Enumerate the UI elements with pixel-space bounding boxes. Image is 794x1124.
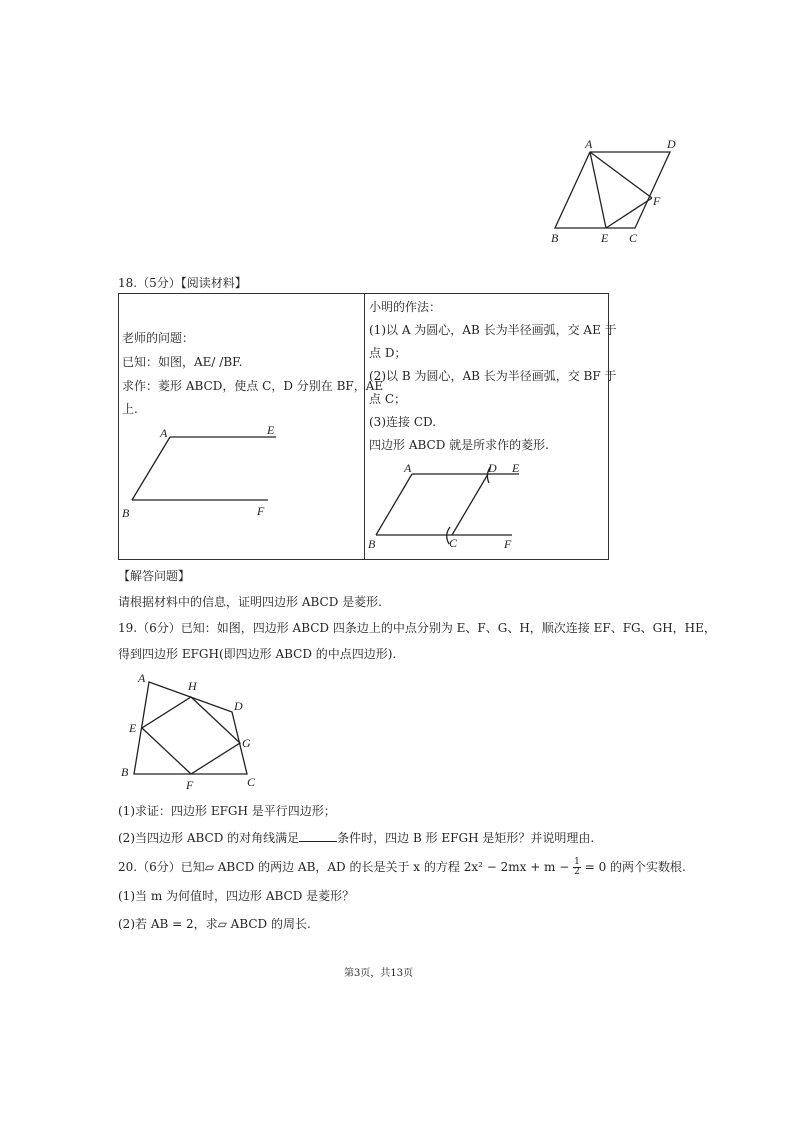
xiaoming-conclusion: 四边形 ABCD 就是所求作的菱形. [369,438,549,452]
q19-part2-lead: (2)当四边形 ABCD 的对角线满足 [118,831,300,845]
q18-header: 18.（5分）【阅读材料】 [118,276,247,290]
quadrilateral-abcd [134,682,247,774]
label-e: E [512,461,520,475]
label-b: B [551,231,559,245]
q19-part2-tail: 条件时，四边 B 形 EFGH 是矩形？并说明理由. [337,831,595,845]
q20-line1-lead: 20.（6分）已知▱ ABCD 的两边 AB，AD 的长是关于 x 的方程 2x² − 2mx + m − [118,860,570,874]
xiaoming-step3: (3)连接 CD. [369,415,437,429]
label-f: F [257,504,265,518]
label-b: B [121,765,129,779]
label-d: D [488,461,497,475]
segment-ae [590,152,606,228]
label-a: A [138,671,146,685]
label-d: D [667,137,676,151]
label-e: E [129,721,137,735]
label-e: E [267,423,275,437]
xiaoming-step1-line1: (1)以 A 为圆心，AB 长为半径画弧，交 AE 于 [369,323,617,337]
teacher-task-line2: 上. [122,402,138,416]
label-b: B [122,506,130,520]
segment-ab [376,474,412,535]
label-c: C [449,536,458,550]
segment-cd [452,474,488,535]
label-a: A [160,426,168,440]
q18-answer-text: 请根据材料中的信息，证明四边形 ABCD 是菱形. [118,595,382,609]
xiaoming-step1-line2: 点 D； [369,346,407,360]
q19-text-line2: 得到四边形 EFGH(即四边形 ABCD 的中点四边形). [118,647,397,661]
label-a: A [404,461,412,475]
answer-blank[interactable] [299,829,337,842]
fraction-one-half [573,858,581,877]
q20-part1: (1)当 m 为何值时，四边形 ABCD 是菱形？ [118,889,355,903]
teacher-known: 已知：如图，AE/ /BF. [122,355,243,369]
label-a: A [585,137,593,151]
figure-q17-parallelogram [540,130,690,250]
fraction-numerator: 1 [574,857,580,867]
xiaoming-title: 小明的作法： [369,300,442,314]
label-d: D [234,699,243,713]
fraction-denominator: 2 [574,867,580,877]
q20-line1-tail: = 0 的两个实数根. [584,860,686,874]
label-f: F [653,194,661,208]
label-c: C [629,231,638,245]
figure-q18-teacher [118,420,364,525]
page-footer: 第3页，共13页 [344,968,414,979]
label-f: F [504,537,512,551]
parallelogram-abcd [555,152,670,228]
segment-ab [132,437,170,500]
xiaoming-step2-line2: 点 C； [369,392,406,406]
teacher-task-line1: 求作：菱形 ABCD，使点 C，D 分别在 BF，AE [122,379,384,393]
teacher-title: 老师的问题： [122,331,195,345]
segment-af [590,152,652,198]
q20-part2: (2)若 AB = 2，求▱ ABCD 的周长. [118,917,311,931]
label-b: B [368,537,376,551]
q19-text-line1: 19.（6分）已知：如图，四边形 ABCD 四条边上的中点分别为 E、F、G、H，顺次连接 EF、FG、GH，HE， [118,621,716,635]
label-c: C [247,775,256,789]
q20-text-line1 [118,858,686,877]
label-f: F [186,778,194,792]
label-h: H [188,679,197,693]
figure-q18-xiaoming [364,458,609,558]
q19-part2 [118,829,594,846]
label-e: E [601,231,609,245]
label-g: G [242,736,251,750]
q19-part1: (1)求证：四边形 EFGH 是平行四边形； [118,804,336,818]
xiaoming-step2-line1: (2)以 B 为圆心，AB 长为半径画弧，交 BF 于 [369,369,617,383]
segment-ef [606,198,652,228]
quadrilateral-efgh [142,697,240,774]
figure-q19-quadrilateral [115,668,275,796]
q18-answer-header: 【解答问题】 [118,569,191,583]
